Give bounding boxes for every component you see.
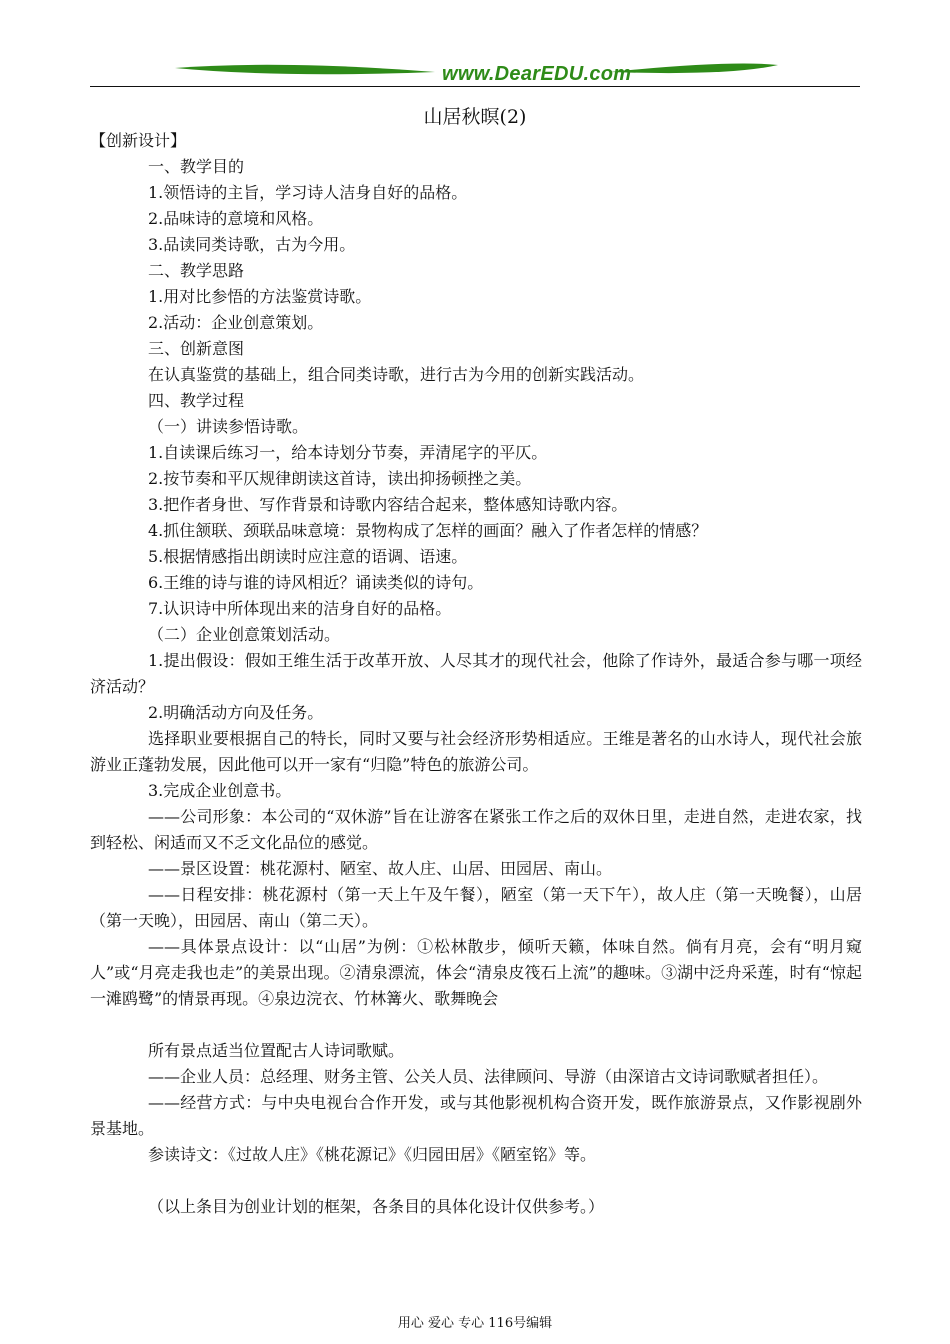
list-item: 1.自读课后练习一，给本诗划分节奏，弄清尾字的平仄。 — [148, 443, 548, 462]
subheading: （二）企业创意策划活动。 — [148, 625, 341, 644]
spacer — [90, 1012, 862, 1038]
heading-process: 四、教学过程 — [148, 391, 245, 410]
list-item: 2.按节奏和平仄规律朗读这首诗，读出抑扬顿挫之美。 — [148, 469, 532, 488]
list-item: 5.根据情感指出朗读时应注意的语调、语速。 — [148, 547, 468, 566]
page-footer: 用心 爱心 专心 116号编辑 — [397, 1316, 553, 1331]
paragraph: 在认真鉴赏的基础上，组合同类诗歌，进行古为今用的创新实践活动。 — [148, 365, 645, 384]
list-item: 3.品读同类诗歌，古为今用。 — [148, 235, 356, 254]
page-title: 山居秋暝(2) — [423, 106, 527, 128]
list-item: 4.抓住颔联、颈联品味意境：景物构成了怎样的画面？融入了作者怎样的情感？ — [148, 521, 708, 540]
site-logo: www.DearEDU.com — [442, 63, 632, 85]
list-item: 6.王维的诗与谁的诗风相近？诵读类似的诗句。 — [148, 573, 484, 592]
list-item: 3.把作者身世、写作背景和诗歌内容结合起来，整体感知诗歌内容。 — [148, 495, 628, 514]
paragraph: 所有景点适当位置配古人诗词歌赋。 — [148, 1041, 405, 1060]
paragraph: 选择职业要根据自己的特长，同时又要与社会经济形势相适应。王维是著名的山水诗人，现代社会旅游业正蓬勃发展，因此他可以开一家有“归隐”特色的旅游公司。 — [90, 729, 862, 774]
paragraph: 1.提出假设：假如王维生活于改革开放、人尽其才的现代社会，他除了作诗外，最适合参与哪一项经济活动？ — [90, 651, 862, 696]
paragraph: 2.明确活动方向及任务。 — [148, 703, 324, 722]
paragraph: ——景区设置：桃花源村、陋室、故人庄、山居、田园居、南山。 — [148, 859, 613, 878]
list-item: 1.用对比参悟的方法鉴赏诗歌。 — [148, 287, 372, 306]
list-item: 1.领悟诗的主旨，学习诗人洁身自好的品格。 — [148, 183, 468, 202]
paragraph: 参读诗文：《过故人庄》《桃花源记》《归园田居》《陋室铭》等。 — [148, 1145, 597, 1164]
paragraph: ——具体景点设计：以“山居”为例：①松林散步，倾听天籁，体味自然。倘有月亮，会有“明月窥人”或“月亮走我也走”的美景出现。②清泉漂流，体会“清泉皮筏石上流”的趣味。③湖中泛舟采莲，时有“惊起一滩鸥鹭”的情景再现。④泉边浣衣、竹林篝火、歌舞晚会 — [90, 937, 862, 1008]
paragraph: ——经营方式：与中央电视台合作开发，或与其他影视机构合资开发，既作旅游景点，又作影视剧外景基地。 — [90, 1093, 862, 1138]
heading-approach: 二、教学思路 — [148, 261, 245, 280]
list-item: 2.活动：企业创意策划。 — [148, 313, 324, 332]
list-item: 7.认识诗中所体现出来的洁身自好的品格。 — [148, 599, 452, 618]
section-label: 【创新设计】 — [90, 131, 187, 150]
paragraph: ——公司形象：本公司的“双休游”旨在让游客在紧张工作之后的双休日里，走进自然，走进农家，找到轻松、闲适而又不乏文化品位的感觉。 — [90, 807, 862, 852]
paragraph: 3.完成企业创意书。 — [148, 781, 292, 800]
paragraph: ——企业人员：总经理、财务主管、公关人员、法律顾问、导游（由深谙古文诗词歌赋者担任）。 — [148, 1067, 829, 1086]
subheading: （一）讲读参悟诗歌。 — [148, 417, 309, 436]
paragraph: ——日程安排：桃花源村（第一天上午及午餐），陋室（第一天下午），故人庄（第一天晚餐），山居（第一天晚），田园居、南山（第二天）。 — [90, 885, 862, 930]
heading-intent: 三、创新意图 — [148, 339, 245, 358]
paragraph: （以上条目为创业计划的框架，各条目的具体化设计仅供参考。） — [148, 1197, 605, 1216]
list-item: 2.品味诗的意境和风格。 — [148, 209, 324, 228]
spacer — [90, 1168, 862, 1194]
header-rule — [90, 86, 860, 87]
document-body — [90, 128, 862, 1220]
heading-objectives: 一、教学目的 — [148, 157, 245, 176]
